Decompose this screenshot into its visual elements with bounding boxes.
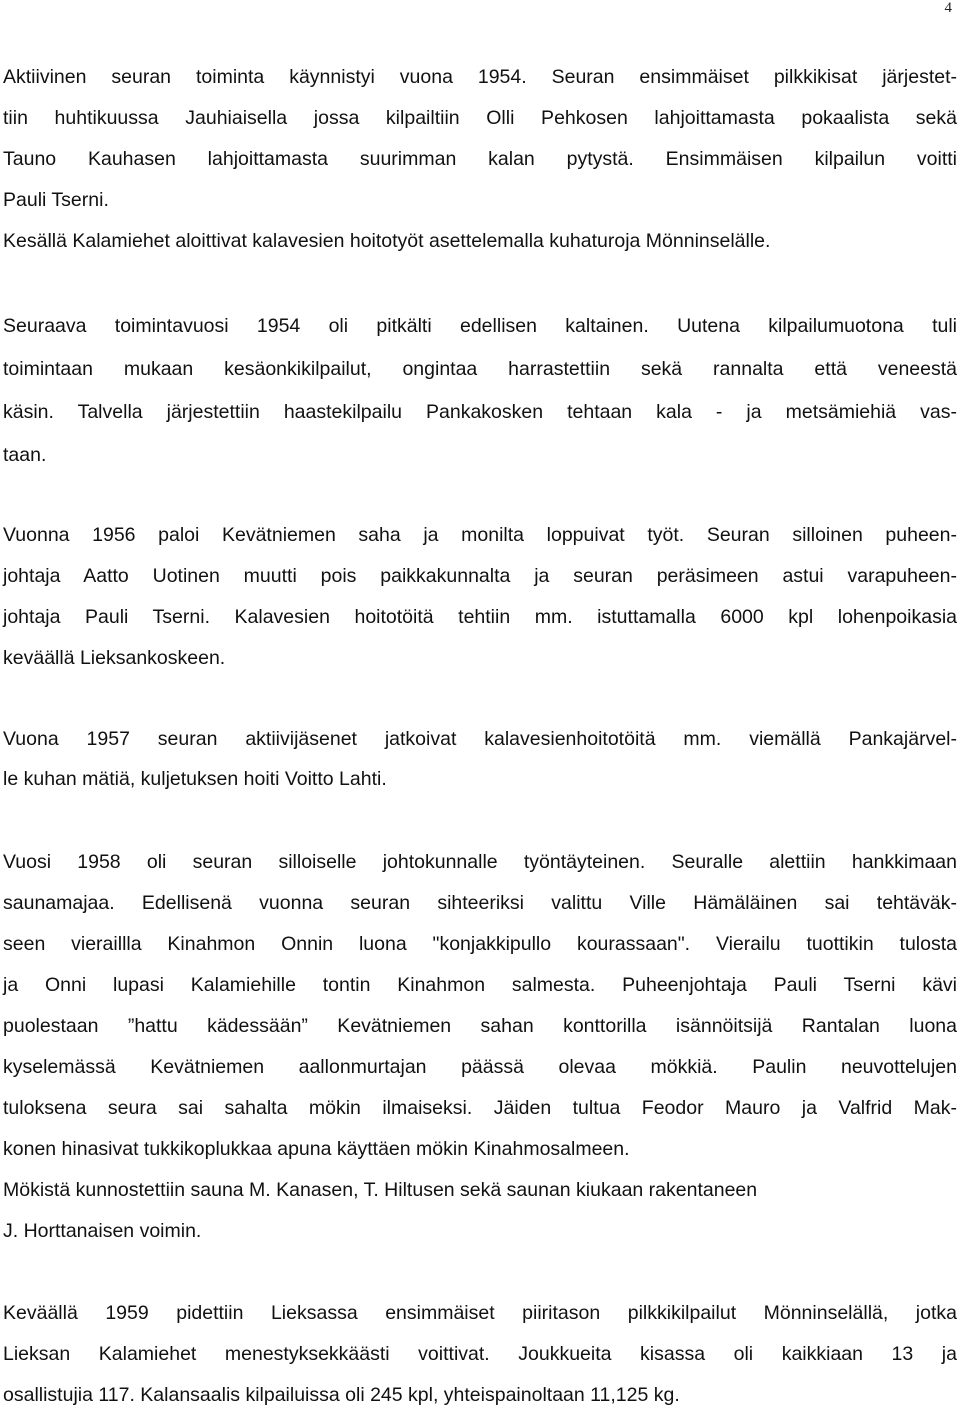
paragraph-line: le kuhan mätiä, kuljetuksen hoiti Voitto Lahti. bbox=[3, 768, 387, 790]
page-number: 4 bbox=[944, 0, 952, 16]
paragraph-line: kyselemässä Kevätniemen aallonmurtajan päässä olevaa mökkiä. Paulin neuvottelujen bbox=[3, 1056, 957, 1078]
paragraph-line: ja Onni lupasi Kalamiehille tontin Kinahmon salmesta. Puheenjohtaja Pauli Tserni kävi bbox=[3, 974, 957, 996]
paragraph-line: käsin. Talvella järjestettiin haastekilpailu Pankakosken tehtaan kala - ja metsämiehiä vas- bbox=[3, 400, 957, 423]
paragraph-line: Pauli Tserni. bbox=[3, 189, 109, 211]
paragraph-2 bbox=[3, 305, 957, 477]
paragraph-line: tiin huhtikuussa Jauhiaisella jossa kilpailtiin Olli Pehkosen lahjoittamasta pokaalista sekä bbox=[3, 107, 957, 129]
paragraph-line: puolestaan ”hattu kädessään” Kevätniemen sahan konttorilla isännöitsijä Rantalan luona bbox=[3, 1015, 957, 1037]
paragraph-line: seen vieraillla Kinahmon Onnin luona "konjakkipullo kourassaan". Vierailu tuottikin tulosta bbox=[3, 933, 957, 955]
paragraph-1 bbox=[3, 57, 957, 262]
paragraph-line: Aktiivinen seuran toiminta käynnistyi vuona 1954. Seuran ensimmäiset pilkkikisat järjestet- bbox=[3, 66, 957, 88]
paragraph-line: osallistujia 117. Kalansaalis kilpailuissa oli 245 kpl, yhteispainoltaan 11,125 kg. bbox=[3, 1384, 680, 1406]
paragraph-line: Vuona 1957 seuran aktiivijäsenet jatkoivat kalavesienhoitotöitä mm. viemällä Pankajärvel- bbox=[3, 728, 957, 750]
paragraph-line: tuloksena seura sai sahalta mökin ilmaiseksi. Jäiden tultua Feodor Mauro ja Valfrid Mak- bbox=[3, 1097, 957, 1119]
paragraph-3 bbox=[3, 515, 957, 679]
paragraph-line: Seuraava toimintavuosi 1954 oli pitkälti edellisen kaltainen. Uutena kilpailumuotona tuli bbox=[3, 315, 957, 337]
paragraph-line: johtaja Aatto Uotinen muutti pois paikkakunnalta ja seuran peräsimeen astui varapuheen- bbox=[3, 565, 957, 587]
paragraph-line: keväällä Lieksankoskeen. bbox=[3, 647, 226, 669]
paragraph-line: Keväällä 1959 pidettiin Lieksassa ensimmäiset piiritason pilkkikilpailut Mönninselällä, jotka bbox=[3, 1302, 957, 1324]
paragraph-line: Kesällä Kalamiehet aloittivat kalavesien hoitotyöt asettelemalla kuhaturoja Mönninselälle. bbox=[3, 230, 771, 252]
paragraph-line: Lieksan Kalamiehet menestyksekkäästi voittivat. Joukkueita kisassa oli kaikkiaan 13 ja bbox=[3, 1343, 957, 1365]
paragraph-5 bbox=[3, 842, 957, 1252]
paragraph-6 bbox=[3, 1293, 957, 1416]
paragraph-line: johtaja Pauli Tserni. Kalavesien hoitotöitä tehtiin mm. istuttamalla 6000 kpl lohenpoikasia bbox=[3, 606, 957, 628]
paragraph-line: Tauno Kauhasen lahjoittamasta suurimman kalan pytystä. Ensimmäisen kilpailun voitti bbox=[3, 148, 957, 170]
paragraph-line: taan. bbox=[3, 443, 47, 466]
paragraph-line: Vuosi 1958 oli seuran silloiselle johtokunnalle työntäyteinen. Seuralle alettiin hankkimaan bbox=[3, 851, 957, 873]
paragraph-4 bbox=[3, 719, 957, 799]
paragraph-line: Mökistä kunnostettiin sauna M. Kanasen, T. Hiltusen sekä saunan kiukaan rakentaneen bbox=[3, 1179, 758, 1201]
paragraph-line: Vuonna 1956 paloi Kevätniemen saha ja monilta loppuivat työt. Seuran silloinen puheen- bbox=[3, 524, 957, 546]
paragraph-line: saunamajaa. Edellisenä vuonna seuran sihteeriksi valittu Ville Hämäläinen sai tehtäväk- bbox=[3, 892, 957, 914]
paragraph-line: konen hinasivat tukkikoplukkaa apuna käyttäen mökin Kinahmosalmeen. bbox=[3, 1138, 630, 1160]
paragraph-line: J. Horttanaisen voimin. bbox=[3, 1220, 202, 1242]
paragraph-line: toimintaan mukaan kesäonkikilpailut, ongintaa harrastettiin sekä rannalta että veneestä bbox=[3, 357, 957, 380]
